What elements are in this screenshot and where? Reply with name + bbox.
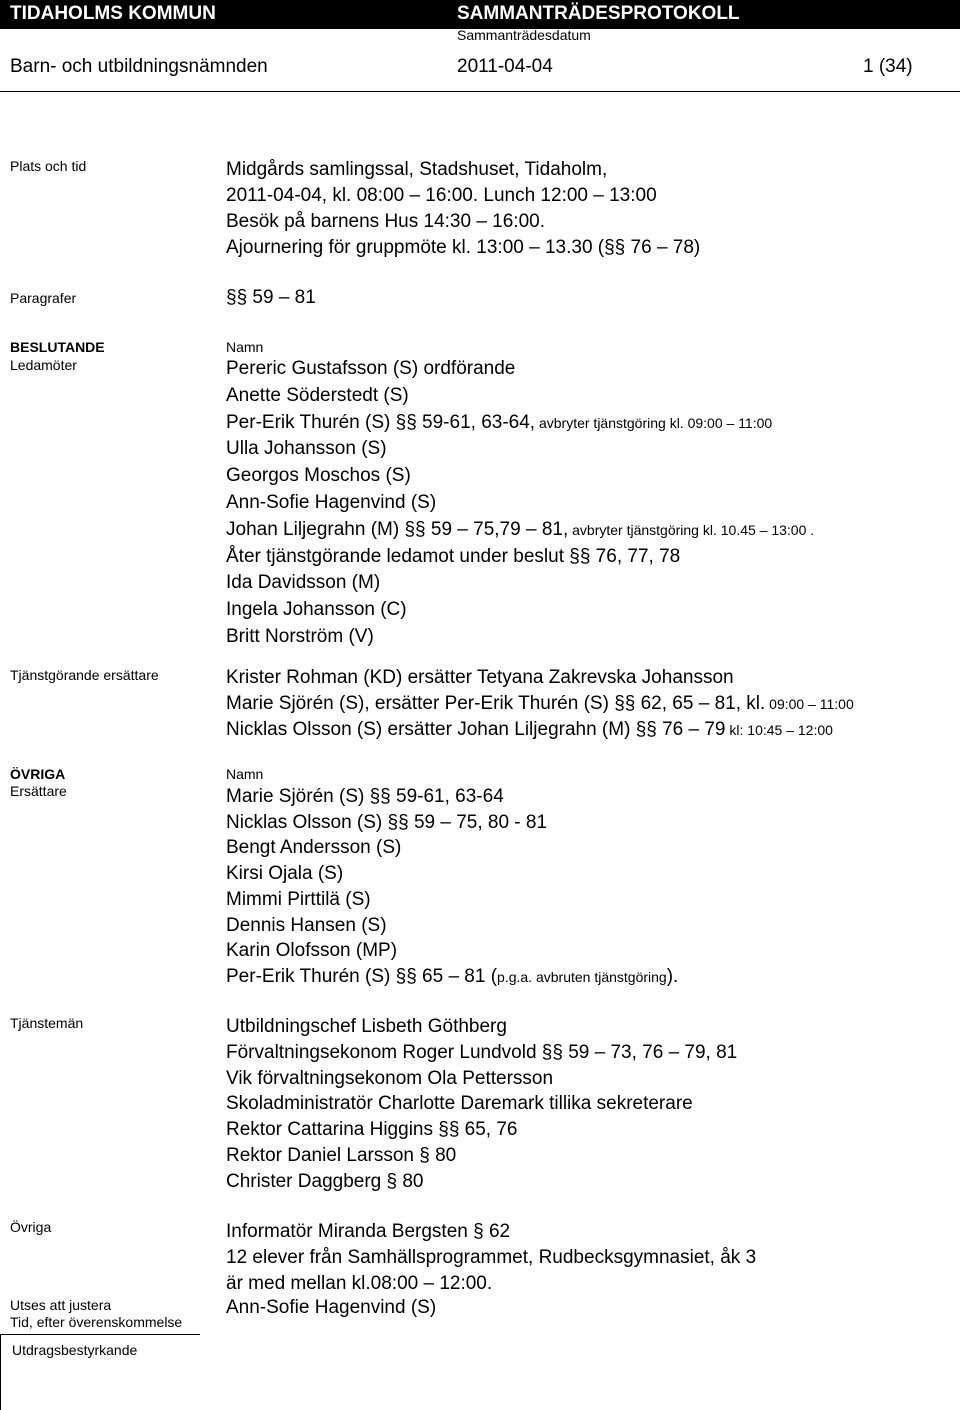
officials-list [226, 1014, 737, 1195]
officials-label: Tjänstemän [10, 1015, 84, 1031]
meeting-date: 2011-04-04 [457, 56, 553, 77]
text-segment: Ida Davidsson (M) [226, 572, 381, 594]
paragraphs-label: Paragrafer [10, 290, 77, 306]
place-time-label: Plats och tid [10, 158, 87, 174]
page-number: 1 (34) [863, 56, 913, 77]
other-substitutes-list [226, 784, 678, 991]
text-segment: Per-Erik Thurén (S) §§ 65 – 81 ( [226, 965, 498, 987]
official-line: Christer Daggberg § 80 [226, 1170, 424, 1192]
deciding-label: BESLUTANDE [10, 339, 105, 355]
text-segment: Åter tjänstgörande ledamot under beslut §§ 76, 77, 78 [226, 545, 681, 567]
others-label: Övriga [10, 1219, 52, 1235]
members-name-header: Namn [226, 339, 264, 355]
official-line: Vik förvaltningsekonom Ola Pettersson [226, 1067, 554, 1089]
text-segment: Marie Sjörén (S) §§ 59-61, 63-64 [226, 786, 504, 807]
committee-name: Barn- och utbildningsnämnden [10, 56, 268, 77]
substitutes-label: Ersättare [10, 783, 67, 799]
acting-substitute-line [226, 717, 854, 743]
text-segment: p.g.a. avbruten tjänstgöring [497, 968, 667, 985]
others-line: Informatör Miranda Bergsten § 62 [226, 1221, 511, 1242]
text-segment: Ulla Johansson (S) [226, 438, 387, 460]
place-time-line: 2011-04-04, kl. 08:00 – 16:00. Lunch 12:00 – 13:00 [226, 185, 657, 206]
time-agreement-label: Tid, efter överenskommelse [10, 1314, 183, 1330]
substitute-line [226, 938, 678, 964]
official-line: Förvaltningsekonom Roger Lundvold §§ 59 – 73, 76 – 79, 81 [226, 1041, 738, 1063]
substitute-line [226, 861, 678, 887]
others-line: är med mellan kl.08:00 – 12:00. [226, 1272, 493, 1294]
member-line [226, 597, 814, 624]
place-time-line: Ajournering för gruppmöte kl. 13:00 – 13.30 (§§ 76 – 78) [226, 237, 701, 258]
adjuster-name: Ann-Sofie Hagenvind (S) [226, 1297, 437, 1318]
adjuster-label: Utses att justera [10, 1297, 112, 1313]
substitute-line [226, 913, 678, 939]
text-segment: Bengt Andersson (S) [226, 837, 402, 859]
text-segment: ). [666, 965, 679, 987]
member-line [226, 410, 814, 437]
acting-substitute-line [226, 665, 854, 691]
member-line [226, 517, 814, 544]
member-line [226, 383, 814, 410]
acting-substitutes-label: Tjänstgörande ersättare [10, 667, 159, 683]
text-segment: Karin Olofsson (MP) [226, 940, 398, 962]
official-line: Utbildningschef Lisbeth Göthberg [226, 1016, 507, 1037]
paragraphs-value: §§ 59 – 81 [226, 287, 316, 308]
substitute-line [226, 784, 678, 810]
text-segment: Anette Söderstedt (S) [226, 384, 409, 406]
footer-left-rule [0, 1334, 1, 1410]
acting-substitutes-list [226, 665, 854, 743]
member-line [226, 570, 814, 597]
text-segment: Kirsi Ojala (S) [226, 863, 344, 885]
official-line: Rektor Daniel Larsson § 80 [226, 1144, 457, 1166]
acting-substitute-line [226, 691, 854, 717]
text-segment: Johan Liljegrahn (M) §§ 59 – 75,79 – 81, [226, 518, 569, 540]
text-segment: Georgos Moschos (S) [226, 465, 411, 487]
text-segment: Ingela Johansson (C) [226, 599, 407, 621]
text-segment: Nicklas Olsson (S) ersätter Johan Liljegrahn (M) §§ 76 – 79 [226, 719, 726, 740]
member-line [226, 436, 814, 463]
others-line: 12 elever från Samhällsprogrammet, Rudbecksgymnasiet, åk 3 [226, 1246, 757, 1268]
place-time-block [226, 157, 700, 261]
other-label: ÖVRIGA [10, 766, 66, 782]
date-label: Sammanträdesdatum [457, 27, 591, 43]
header-bar [0, 0, 960, 29]
text-segment: 09:00 – 11:00 [765, 696, 854, 712]
footer-top-rule [0, 1334, 200, 1335]
member-line [226, 490, 814, 517]
substitute-line [226, 835, 678, 861]
document-type: SAMMANTRÄDESPROTOKOLL [457, 3, 740, 24]
others-list [226, 1219, 756, 1296]
official-line: Skoladministratör Charlotte Daremark tillika sekreterare [226, 1093, 693, 1115]
members-list [226, 356, 814, 651]
certified-extract-label: Utdragsbestyrkande [12, 1342, 138, 1358]
text-segment: kl: 10:45 – 12:00 [725, 722, 833, 738]
text-segment: Krister Rohman (KD) ersätter Tetyana Zakrevska Johansson [226, 667, 734, 688]
member-line [226, 544, 814, 571]
text-segment: Dennis Hansen (S) [226, 914, 387, 936]
substitute-line [226, 810, 678, 836]
text-segment: Per-Erik Thurén (S) §§ 59-61, 63-64, [226, 411, 536, 433]
header-divider [0, 91, 960, 92]
substitutes-name-header: Namn [226, 766, 264, 782]
place-time-line: Midgårds samlingssal, Stadshuset, Tidaholm, [226, 159, 608, 180]
place-time-line: Besök på barnens Hus 14:30 – 16:00. [226, 211, 546, 232]
text-segment: Marie Sjörén (S), ersätter Per-Erik Thurén (S) §§ 62, 65 – 81, kl. [226, 693, 766, 714]
members-label: Ledamöter [10, 357, 77, 373]
text-segment: avbryter tjänstgöring kl. 10.45 – 13:00 . [568, 521, 815, 538]
text-segment: Britt Norström (V) [226, 625, 374, 647]
member-line [226, 463, 814, 490]
text-segment: Ann-Sofie Hagenvind (S) [226, 491, 437, 513]
substitute-line [226, 964, 678, 991]
substitute-line [226, 887, 678, 913]
municipality-name: TIDAHOLMS KOMMUN [10, 3, 216, 24]
member-line [226, 624, 814, 651]
text-segment: Mimmi Pirttilä (S) [226, 888, 371, 910]
text-segment: avbryter tjänstgöring kl. 09:00 – 11:00 [535, 414, 773, 431]
member-line [226, 356, 814, 383]
text-segment: Pereric Gustafsson (S) ordförande [226, 358, 516, 379]
official-line: Rektor Cattarina Higgins §§ 65, 76 [226, 1119, 518, 1141]
text-segment: Nicklas Olsson (S) §§ 59 – 75, 80 - 81 [226, 811, 548, 833]
